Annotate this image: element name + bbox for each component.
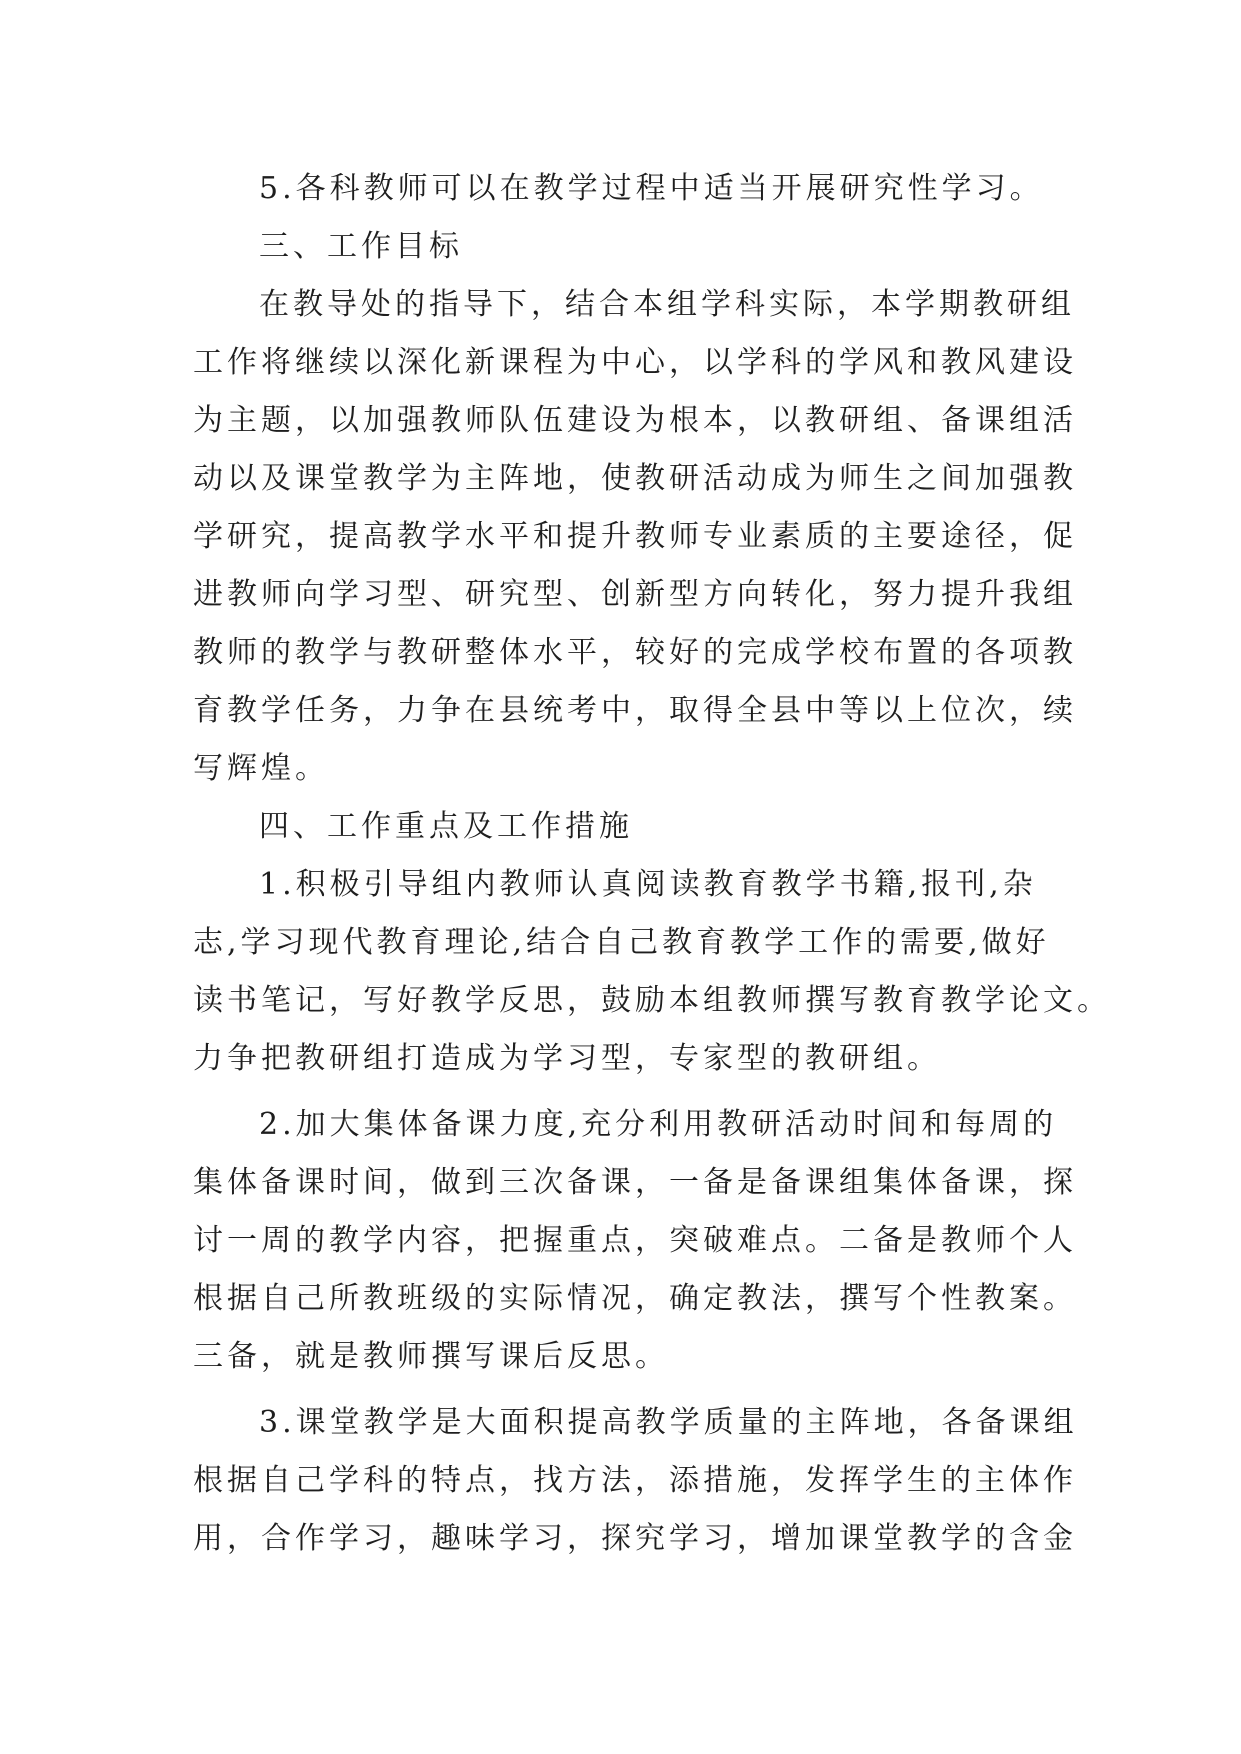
paragraph-line: 用，合作学习，趣味学习，探究学习，增加课堂教学的含金 — [193, 1521, 1077, 1556]
paragraph-line: 教师的教学与教研整体水平，较好的完成学校布置的各项教 — [193, 635, 1077, 670]
paragraph-line: 志,学习现代教育理论,结合自己教育教学工作的需要,做好 — [193, 925, 1050, 960]
paragraph-line: 讨一周的教学内容，把握重点，突破难点。二备是教师个人 — [193, 1223, 1077, 1258]
paragraph-line: 根据自己学科的特点，找方法，添措施，发挥学生的主体作 — [193, 1463, 1077, 1498]
paragraph-line: 写辉煌。 — [193, 751, 329, 786]
paragraph-line: 学研究，提高教学水平和提升教师专业素质的主要途径，促 — [193, 519, 1077, 554]
paragraph-line: 育教学任务，力争在县统考中，取得全县中等以上位次，续 — [193, 693, 1077, 728]
section-heading-measures: 四、工作重点及工作措施 — [259, 809, 633, 844]
paragraph-line: 工作将继续以深化新课程为中心，以学科的学风和教风建设 — [193, 345, 1077, 380]
paragraph-line: 进教师向学习型、研究型、创新型方向转化，努力提升我组 — [193, 577, 1077, 612]
paragraph-line: 为主题，以加强教师队伍建设为根本，以教研组、备课组活 — [193, 403, 1077, 438]
paragraph-line: 3.课堂教学是大面积提高教学质量的主阵地，各备课组 — [259, 1405, 1078, 1440]
paragraph-gap — [193, 1088, 1053, 1096]
paragraph-gap — [193, 1386, 1053, 1394]
paragraph-line: 三备，就是教师撰写课后反思。 — [193, 1339, 669, 1374]
paragraph-line: 力争把教研组打造成为学习型，专家型的教研组。 — [193, 1041, 941, 1076]
paragraph-line: 2.加大集体备课力度,充分利用教研活动时间和每周的 — [259, 1107, 1058, 1142]
paragraph-line: 集体备课时间，做到三次备课，一备是备课组集体备课，探 — [193, 1165, 1077, 1200]
paragraph-line: 在教导处的指导下，结合本组学科实际，本学期教研组 — [259, 287, 1075, 322]
paragraph-line: 5.各科教师可以在教学过程中适当开展研究性学习。 — [259, 171, 1044, 206]
section-heading-goals: 三、工作目标 — [259, 229, 463, 264]
paragraph-line: 动以及课堂教学为主阵地，使教研活动成为师生之间加强教 — [193, 461, 1077, 496]
paragraph-line: 根据自己所教班级的实际情况，确定教法，撰写个性教案。 — [193, 1281, 1077, 1316]
paragraph-line: 读书笔记，写好教学反思，鼓励本组教师撰写教育教学论文。 — [193, 983, 1111, 1018]
paragraph-line: 1.积极引导组内教师认真阅读教育教学书籍,报刊,杂 — [259, 867, 1037, 902]
document-body — [193, 160, 1111, 1568]
